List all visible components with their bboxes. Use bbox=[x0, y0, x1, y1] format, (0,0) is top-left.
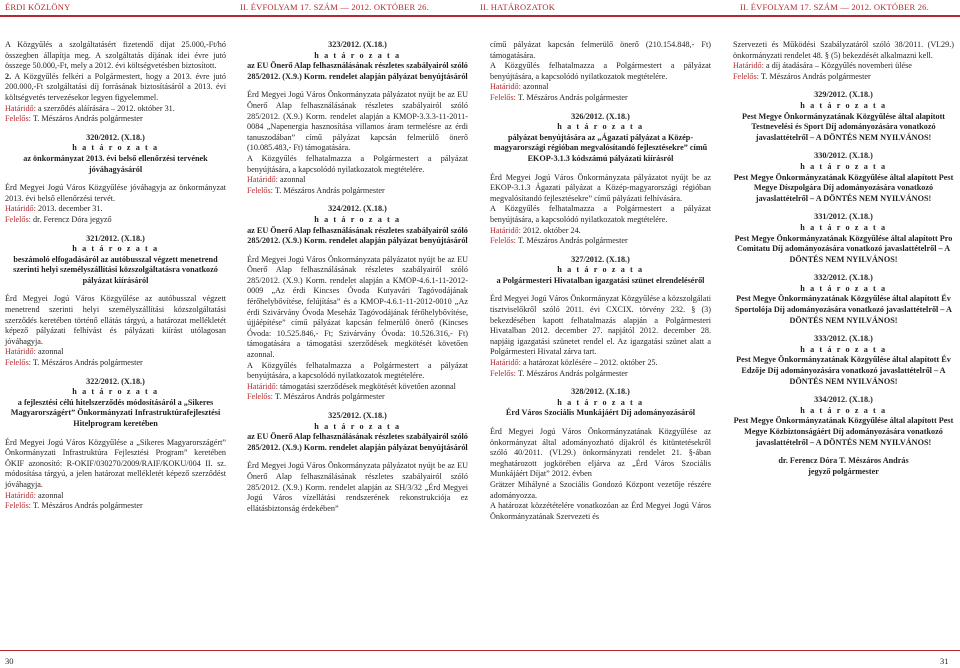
resolution-heading: az önkormányzat 2013. évi belső ellenőrzési tervének jóváhagyásáról bbox=[23, 153, 208, 174]
resolution-heading: dr. Ferencz Dóra T. Mészáros András bbox=[778, 456, 909, 466]
resolution-label: h a t á r o z a t a bbox=[72, 387, 159, 397]
field-label: Felelős: bbox=[247, 392, 273, 402]
spacer bbox=[733, 448, 954, 456]
paragraph: Érd Megyei Jogú Város Önkormányzata pályázatot nyújt be az EKOP-3.1.3 Ágazati pályázat a Közép-magyarországi régióban megvalósítandó fejlesztésekre” című pályázati felhívására. bbox=[490, 172, 711, 203]
column-4 bbox=[733, 40, 954, 477]
resolution-label: h a t á r o z a t a bbox=[72, 143, 159, 153]
numbered-paragraph bbox=[5, 72, 226, 104]
resolution-label: h a t á r o z a t a bbox=[72, 244, 159, 254]
field-line bbox=[5, 104, 226, 115]
paragraph: A Közgyűlés felhatalmazza a Polgármestert a pályázat benyújtására, a kapcsolódó nyilatkozatok megtételére. bbox=[247, 360, 468, 381]
field-line bbox=[247, 392, 468, 403]
field-label: Felelős: bbox=[490, 92, 516, 102]
resolution-heading: az EU Önerő Alap felhasználásának részletes szabályairól szóló 285/2012. (X.9.) Korm. rendelet alapján pályázat benyújtásáról bbox=[247, 432, 468, 452]
paragraph: Érd Megyei Jogú Város Önkormányzatának Közgyűlése az önkormányzat által adományozható díjakról és kitüntetésekről szóló 40/2011. (VI.29.) önkormányzati rendelet 21. §-ában meghatározott jogkörében eljárva az „Érd Város Szociális Munkájáért Díjat” 2012. évben bbox=[490, 427, 711, 479]
spacer bbox=[5, 175, 226, 183]
resolution-label: h a t á r o z a t a bbox=[314, 50, 401, 60]
paragraph: A Közgyűlés felhatalmazza a Polgármestert a pályázat benyújtására, a kapcsolódó nyilatkozatok megtételére. bbox=[490, 61, 711, 81]
field-line bbox=[490, 369, 711, 380]
page-number-left: 30 bbox=[5, 656, 14, 666]
field-label: Felelős: bbox=[247, 185, 273, 195]
field-value: támogatási szerződések megkötését követően azonnal bbox=[277, 381, 456, 391]
field-value: T. Mészáros András polgármester bbox=[515, 368, 628, 378]
resolution-label: h a t á r o z a t a bbox=[800, 405, 887, 415]
spacer bbox=[490, 247, 711, 255]
spacer bbox=[247, 247, 468, 255]
spacer bbox=[733, 387, 954, 395]
paragraph: Érd Megyei Jogú Város Közgyűlése az autóbusszal végzett menetrend szerinti helyi személyszállítási közszolgáltatási szerződés keretében történő ellátás tárgyú, a határozat mellékletét képező pályázati felhívást és pályázati kiírást utólagosan jóváhagyja. bbox=[5, 294, 226, 346]
resolution-heading: 334/2012. (X.18.) bbox=[814, 395, 873, 405]
resolution-heading: Érd Város Szociális Munkájáért Díj adományozásáról bbox=[505, 408, 696, 418]
paragraph: A Közgyűlés felhatalmazza a Polgármestert a pályázat benyújtására, a kapcsolódó nyilatkozatok megtételére. bbox=[490, 204, 711, 224]
running-header bbox=[0, 0, 960, 14]
resolution-heading: beszámoló elfogadásáról az autóbusszal végzett menetrend szerinti helyi személyszállítási közszolgáltatásra vonatkozó pályázat kiírásáról bbox=[13, 254, 218, 285]
spacer bbox=[733, 143, 954, 151]
resolution-heading: 322/2012. (X.18.) bbox=[86, 376, 145, 386]
field-value: a díj átadására – Közgyűlés novemberi ülése bbox=[763, 61, 912, 71]
column-3 bbox=[490, 40, 711, 522]
resolution-heading: Pest Megye Önkormányzatának Közgyűlése által alapított Év Edzője Díj adományozására vonatkozó javaslattételről – A DÖNTÉS NEM NYILVÁNOS! bbox=[736, 355, 951, 386]
resolution-heading: az EU Önerő Alap felhasználásának részletes szabályairól szóló 285/2012. (X.9.) Korm. rendelet alapján pályázat benyújtásáról bbox=[247, 61, 468, 81]
paragraph: Érd Megyei Jogú Város Közgyűlése jóváhagyja az önkormányzat 2013. évi belső ellenőrzési tervét. bbox=[5, 183, 226, 203]
field-label: Felelős: bbox=[5, 114, 31, 124]
resolution-label: h a t á r o z a t a bbox=[800, 283, 887, 293]
spacer bbox=[733, 265, 954, 273]
field-value: T. Mészáros András polgármester bbox=[30, 114, 143, 124]
field-line bbox=[490, 226, 711, 237]
paragraph: Érd Megyei Jogú Város Önkormányzata pályázatot nyújt be az EU Önerő Alap felhasználásának részletes szabályairól szóló 285/2012. (X.9.) Korm. rendelet alapján az SH/3/32 „Érd Megyei Jogú Város vízellátási rendszerének rekonstrukciója ez ellátásbiztonság érdekében” bbox=[247, 461, 468, 513]
field-label: Felelős: bbox=[5, 358, 31, 368]
header-journal-title: ÉRDI KÖZLÖNY bbox=[5, 2, 71, 12]
field-label: Határidő: bbox=[5, 204, 36, 214]
field-line bbox=[490, 358, 711, 369]
spacer bbox=[490, 419, 711, 427]
resolution-heading: 332/2012. (X.18.) bbox=[814, 273, 873, 283]
field-line bbox=[5, 501, 226, 512]
field-value: azonnal bbox=[35, 490, 64, 500]
page-number-right: 31 bbox=[940, 656, 949, 666]
field-value: T. Mészáros András polgármester bbox=[758, 71, 871, 81]
resolution-heading: 330/2012. (X.18.) bbox=[814, 151, 873, 161]
field-value: T. Mészáros András polgármester bbox=[515, 236, 628, 246]
field-value: azonnal bbox=[35, 347, 64, 357]
field-label: Határidő: bbox=[247, 175, 278, 185]
field-line bbox=[5, 204, 226, 215]
field-value: a szerződés aláírására – 2012. október 31. bbox=[35, 103, 175, 113]
paragraph: Érd Megyei Jogú Város Közgyűlése a „Sikeres Magyarországért” Önkormányzati Infrastruktúra Fejlesztési Program” keretében ÖKIF azonosító: R-OKIF/030270/2009/RAIF/KOKU/004 II. sz. módosítása tárgyú, a jelen határozat mellékletét képező szerződést jóváhagyja. bbox=[5, 437, 226, 489]
field-value: T. Mészáros András polgármester bbox=[515, 92, 628, 102]
field-line bbox=[247, 175, 468, 186]
paragraph: Grätzer Mihályné a Szociális Gondozó Központ vezetője részére adományozza. bbox=[490, 479, 711, 500]
field-label: Felelős: bbox=[490, 368, 516, 378]
resolution-heading: 321/2012. (X.18.) bbox=[86, 233, 145, 243]
paragraph: Érd Megyei Jogú Város Önkormányzata pályázatot nyújt be az EU Önerő Alap felhasználásának részletes szabályairól szóló 285/2012. (X.9.) Korm. rendelet alapján a KMOP-4.6.1-11-2012-0009 „Az érdi Kincses Óvoda Kutyavári Tagóvodájának férőhelybővítése, felújítása” és a KMOP-4.6.1-11-2012-0010 „Az érdi Szivárvány Óvoda Meseház Tagóvodájának férőhelybővítése, újjáépítése” című pályázat kapcsán felmerülő önerő (Kincses Óvoda: 10.525.846,- Ft; Szivárvány Óvoda: 10.526.316,- Ft) támogatására a támogatási szerződések megkötését követően azonnal. bbox=[247, 254, 468, 360]
resolution-heading: 328/2012. (X.18.) bbox=[571, 387, 630, 397]
field-label: Felelős: bbox=[733, 71, 759, 81]
field-value: T. Mészáros András polgármester bbox=[272, 185, 385, 195]
field-label: Határidő: bbox=[490, 225, 521, 235]
field-value: 2012. október 24. bbox=[520, 225, 581, 235]
field-value: a határozat közlésére – 2012. október 25. bbox=[520, 358, 658, 368]
header-issue-left: II. ÉVFOLYAM 17. SZÁM — 2012. OKTÓBER 26. bbox=[240, 2, 429, 12]
field-label: Határidő: bbox=[733, 61, 764, 71]
field-line bbox=[5, 358, 226, 369]
resolution-label: h a t á r o z a t a bbox=[800, 344, 887, 354]
field-value: T. Mészáros András polgármester bbox=[272, 392, 385, 402]
paragraph: A határozat közzétételére vonatkozóan az Érd Megyei Jogú Város Önkormányzatának Szervezeti és bbox=[490, 501, 711, 521]
field-line bbox=[733, 61, 954, 72]
field-value: A Közgyűlés felkéri a Polgármestert, hogy a 2013. évre jutó 200.000,-Ft szolgáltatási díj forrásának biztosításáról a 2013. évi költségvetés tervezésekor legyen figyelemmel. bbox=[5, 71, 226, 102]
field-label: Határidő: bbox=[490, 358, 521, 368]
resolution-label: h a t á r o z a t a bbox=[314, 421, 401, 431]
resolution-heading: pályázat benyújtására az „Ágazati pályázat a Közép-magyarországi régióban megvalósítandó fejlesztésekre” című EKOP-3.1.3 kódszámú pályázati kiírásról bbox=[493, 132, 708, 163]
resolution-label: h a t á r o z a t a bbox=[557, 265, 644, 275]
resolution-heading: Pest Megye Önkormányzatának Közgyűlése által alapított Testnevelési és Sport Díj adományozására vonatkozó javaslattételről – A DÖNTÉS NEM NYILVÁNOS! bbox=[741, 111, 946, 142]
paragraph: A Közgyűlés felhatalmazza a Polgármestert a pályázat benyújtására, a kapcsolódó nyilatkozatok megtételére. bbox=[247, 153, 468, 174]
field-line bbox=[490, 82, 711, 93]
resolution-label: h a t á r o z a t a bbox=[800, 222, 887, 232]
spacer bbox=[733, 82, 954, 90]
resolution-heading: a Polgármesteri Hivatalban igazgatási szünet elrendeléséről bbox=[496, 275, 705, 285]
field-label: Felelős: bbox=[5, 501, 31, 511]
spacer bbox=[490, 379, 711, 387]
field-line bbox=[5, 215, 226, 226]
spacer bbox=[733, 204, 954, 212]
resolution-heading: 324/2012. (X.18.) bbox=[328, 204, 387, 214]
resolution-heading: a fejlesztési célú hitelszerződés módosításáról a „Sikeres Magyarországért” Önkormányzati Infrastruktúrafejlesztési Hitelprogram keretében bbox=[10, 397, 221, 428]
field-value: azonnal bbox=[277, 175, 306, 185]
field-value: azonnal bbox=[520, 82, 549, 92]
resolution-heading: Pest Megye Önkormányzatának Közgyűlése által alapított Pest Megye Díszpolgára Díj adományozására vonatkozó javaslattételről – A DÖNTÉS NEM NYILVÁNOS! bbox=[733, 172, 954, 203]
field-label: Felelős: bbox=[5, 214, 31, 224]
resolution-heading: 333/2012. (X.18.) bbox=[814, 334, 873, 344]
paragraph: Érd Megyei Jogú Város Önkormányzata pályázatot nyújt be az EU Önerő Alap felhasználásának részletes szabályairól szóló 285/2012. (X.9.) Korm. rendelet alapján a KMOP-3.3.3-11-2011-0084 „Napenergia hasznosítása villamos áram termelésre az érdi tanuszodában” című pályázat kapcsán felmerülő önerő (10.085.483,- Ft) támogatására. bbox=[247, 90, 468, 153]
spacer bbox=[5, 226, 226, 234]
header-rule bbox=[0, 15, 960, 17]
spacer bbox=[490, 104, 711, 112]
field-value: T. Mészáros András polgármester bbox=[30, 501, 143, 511]
field-line bbox=[5, 347, 226, 358]
field-line bbox=[247, 382, 468, 393]
paragraph: című pályázat kapcsán felmerülő önerő (210.154.848,- Ft) támogatására. bbox=[490, 40, 711, 60]
resolution-heading: Pest Megye Önkormányzatának Közgyűlése által alapított Pro Comitatu Díj adományozására vonatkozó javaslattételről – A DÖNTÉS NEM NYILVÁNOS! bbox=[734, 233, 953, 264]
resolution-label: h a t á r o z a t a bbox=[800, 100, 887, 110]
field-line bbox=[733, 72, 954, 83]
header-section: II. HATÁROZATOK bbox=[480, 2, 556, 12]
field-line bbox=[247, 186, 468, 197]
resolution-heading: az EU Önerő Alap felhasználásának részletes szabályairól szóló 285/2012. (X.9.) Korm. rendelet alapján pályázat benyújtásáról bbox=[247, 225, 468, 246]
field-value: 2013. december 31. bbox=[35, 204, 103, 214]
field-label: Határidő: bbox=[5, 490, 36, 500]
field-line bbox=[5, 114, 226, 125]
resolution-heading: 329/2012. (X.18.) bbox=[814, 90, 873, 100]
field-label: Határidő: bbox=[247, 381, 278, 391]
field-line bbox=[490, 93, 711, 104]
column-2 bbox=[247, 40, 468, 514]
spacer bbox=[247, 403, 468, 411]
resolution-label: h a t á r o z a t a bbox=[557, 122, 644, 132]
resolution-heading: Pest Megye Önkormányzatának Közgyűlése által alapított Év Sportolója Díj adományozására vonatkozó javaslattételről – A DÖNTÉS NEM NYILVÁNOS! bbox=[735, 294, 952, 325]
field-value: dr. Ferencz Dóra jegyző bbox=[30, 214, 112, 224]
paragraph: A Közgyűlés a szolgáltatásért fizetendő díjat 25.000,-Ft/hó összegben állapítja meg. A szolgáltatás díjának idei évre jutó összege 50.000,-Ft, mely a 2012. évi költségvetésben biztosított. bbox=[5, 40, 226, 71]
spacer bbox=[5, 430, 226, 438]
resolution-heading: jegyző polgármester bbox=[808, 466, 879, 476]
resolution-heading: 325/2012. (X.18.) bbox=[328, 411, 387, 420]
spacer bbox=[5, 125, 226, 133]
spacer bbox=[490, 165, 711, 173]
resolution-label: h a t á r o z a t a bbox=[314, 214, 401, 224]
spacer bbox=[5, 369, 226, 377]
header-issue-right: II. ÉVFOLYAM 17. SZÁM — 2012. OKTÓBER 26. bbox=[740, 2, 929, 12]
field-value: T. Mészáros András polgármester bbox=[30, 358, 143, 368]
spacer bbox=[733, 326, 954, 334]
resolution-heading: 331/2012. (X.18.) bbox=[814, 212, 873, 222]
resolution-heading: 320/2012. (X.18.) bbox=[86, 132, 145, 142]
resolution-label: h a t á r o z a t a bbox=[557, 397, 644, 407]
paragraph: Érd Megyei Jogú Város Önkormányzat Közgyűlése a közszolgálati tisztviselőkről szóló 2011. évi CXCIX. törvény 232. § (3) bekezdésében kapott felhatalmazás alapján a Polgármesteri Hivatalban 2012. december 27. napjától 2012. december 28. napjáig igazgatási szünetet rendel el. Az igazgatási szünet alatt a Polgármesteri Hivatal zárva tart. bbox=[490, 294, 711, 357]
column-1 bbox=[5, 40, 226, 512]
resolution-heading: 323/2012. (X.18.) bbox=[328, 40, 387, 49]
field-label: Felelős: bbox=[490, 236, 516, 246]
paragraph: Szervezeti és Működési Szabályzatáról szóló 38/2011. (VI.29.) önkormányzati rendelet 48. § (5) bekezdését alkalmazni kell. bbox=[733, 40, 954, 60]
resolution-heading: 326/2012. (X.18.) bbox=[571, 111, 630, 121]
resolution-label: h a t á r o z a t a bbox=[800, 161, 887, 171]
footer-rule bbox=[0, 650, 960, 651]
field-label: 2. bbox=[5, 71, 12, 81]
field-line bbox=[490, 236, 711, 247]
field-label: Határidő: bbox=[5, 347, 36, 357]
field-line bbox=[5, 491, 226, 502]
field-label: Határidő: bbox=[5, 103, 36, 113]
resolution-heading: 327/2012. (X.18.) bbox=[571, 254, 630, 264]
spacer bbox=[247, 196, 468, 204]
field-label: Határidő: bbox=[490, 82, 521, 92]
resolution-heading: Pest Megye Önkormányzatának Közgyűlése által alapított Pest Megye Közbiztonságáért Díj adományozására vonatkozó javaslattételről – A DÖNTÉS NEM NYILVÁNOS! bbox=[733, 416, 954, 447]
